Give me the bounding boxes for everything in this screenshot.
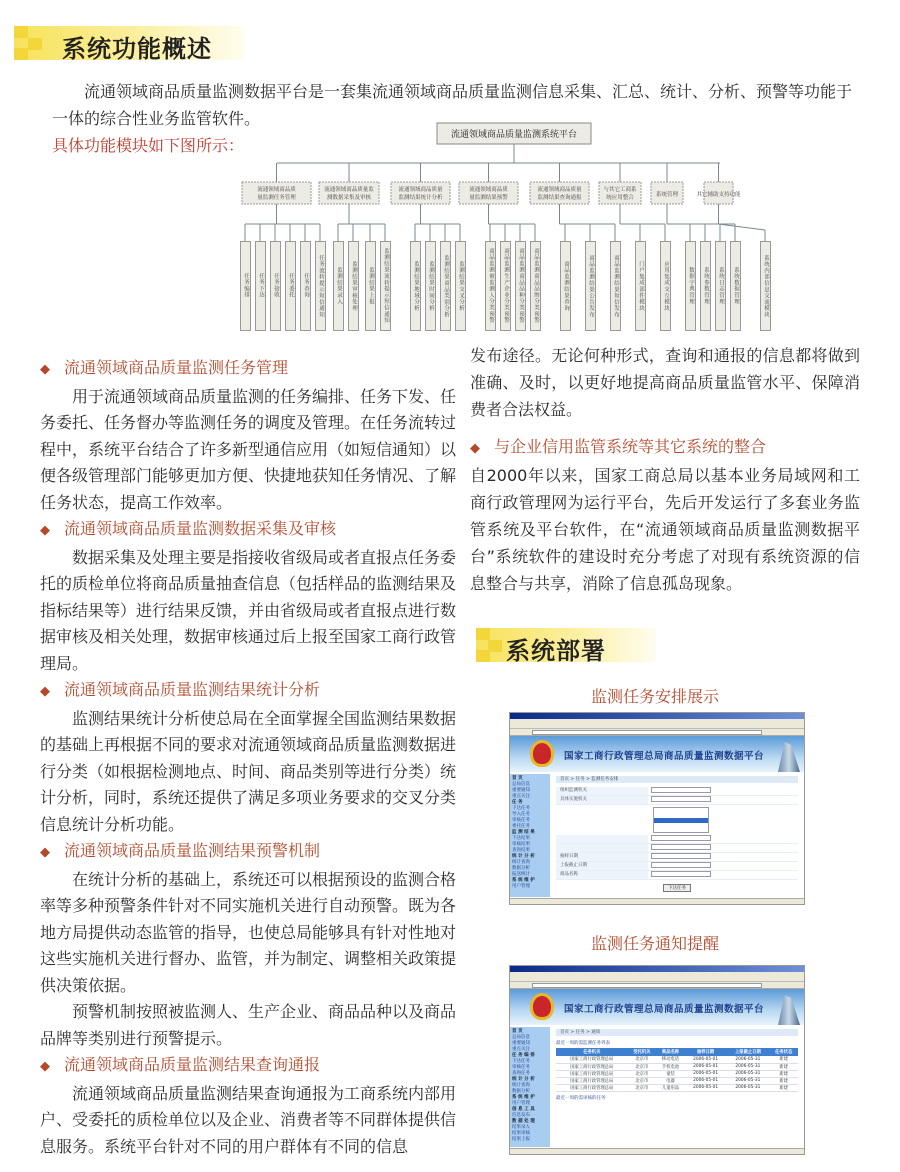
content-area [556, 1029, 798, 1101]
screenshot-task-notification [509, 965, 805, 1155]
table-cell: 北京市 [628, 1056, 657, 1063]
sidebar-item[interactable]: 重要通知 [512, 1041, 530, 1046]
sidebar-item[interactable]: 结果上报 [512, 1137, 530, 1142]
table-cell: 北京市 [628, 1084, 657, 1091]
column-header: 任务状态 [769, 1048, 798, 1056]
content-area [556, 776, 798, 892]
module-leaf-node: 监测结果上报 [365, 241, 376, 331]
footer-note[interactable]: 最近一周的需审核的任务 [556, 1095, 606, 1101]
table-cell: 新建 [769, 1084, 798, 1091]
column-header: 商品名称 [656, 1048, 685, 1056]
left-column [40, 355, 456, 1160]
section-heading [40, 677, 456, 706]
sidebar-item[interactable]: 重点关注 [512, 794, 530, 799]
table-row[interactable] [556, 1070, 798, 1077]
table-row[interactable] [556, 1063, 798, 1070]
list-title: 最近一周的需监测任务列表 [556, 1041, 610, 1046]
form-input[interactable] [651, 844, 711, 850]
diamond-bullet-icon: ◆ [40, 845, 50, 860]
module-group-label: 统应用整合 [606, 195, 634, 201]
diamond-bullet-icon: ◆ [40, 362, 50, 377]
integration-paragraph: 自2000年以来，国家工商总局以基本业务局域网和工商行政管理网为运行平台，先后开发运行了多套业务监管系统及平台软件，在“流通领域商品质量监测数据平台”系统软件的建设时充分考虑了对现有系统资源的信息整合与共享，消除了信息孤岛现象。 [470, 466, 860, 593]
intro-paragraph: 流通领域商品质量监测数据平台是一套集流通领域商品质量监测信息采集、汇总、统计、分析、预警等功能于一体的综合性业务监管软件。 [52, 82, 853, 128]
sidebar-item[interactable]: 总局信息 [512, 1035, 530, 1040]
sidebar-item[interactable]: 数据分析 [512, 866, 530, 871]
form-row [556, 844, 798, 853]
table-cell: 2006-05-01 [685, 1070, 727, 1077]
diamond-bullet-icon: ◆ [40, 523, 50, 538]
sidebar-item[interactable]: 结果录入 [512, 1125, 530, 1130]
form-label [556, 835, 648, 843]
module-group-label: 流通领域商品质 [469, 187, 508, 193]
table-row[interactable] [556, 1077, 798, 1084]
sidebar-item[interactable]: 重要通知 [512, 788, 530, 793]
sidebar-item[interactable]: 数 据 处 理 [512, 1119, 535, 1124]
table-cell: 国家工商行政管理总局 [556, 1070, 628, 1077]
form-row [556, 787, 798, 796]
module-group-label: 测数据采集及审核 [326, 195, 372, 201]
address-bar[interactable] [510, 982, 804, 989]
app-header [510, 736, 804, 772]
heading-text: 流通领域商品质量监测数据采集及审核 [64, 519, 337, 538]
column-header: 上报截止日期 [726, 1048, 769, 1056]
module-leaf-node: 任务委托 [285, 241, 296, 331]
form-input[interactable] [651, 862, 711, 868]
sidebar-item[interactable]: 查询结果 [512, 848, 530, 853]
sidebar-item[interactable]: 数据分析 [512, 1089, 530, 1094]
module-leaf-node: 监测结果流转提示短信通知 [380, 241, 391, 331]
table-cell: 2006-05-31 [726, 1056, 769, 1063]
table-row[interactable] [556, 1056, 798, 1063]
app-title: 国家工商行政管理总局商品质量监测数据平台 [564, 751, 765, 762]
heading-text: 与企业信用监管系统等其它系统的整合 [494, 437, 767, 456]
module-leaf-node: 监测结果地域分析 [410, 241, 421, 331]
sidebar-item[interactable]: 系 统 维 护 [512, 1095, 535, 1100]
form-input[interactable] [651, 853, 711, 859]
sidebar-item[interactable]: 任 务 编 排 [512, 1053, 535, 1058]
building-graphic [778, 742, 800, 772]
table-row[interactable] [556, 1084, 798, 1091]
form-label: 组织监测机关 [556, 787, 648, 795]
table-cell: 国家工商行政管理总局 [556, 1063, 628, 1070]
breadcrumb: 首页 > 任务 > 通知 [556, 1029, 798, 1036]
sidebar-item[interactable]: 查询任务 [512, 1071, 530, 1076]
section-banner-deployment [476, 628, 656, 665]
module-leaf-node: 门户集成部件模块 [635, 241, 646, 331]
sidebar-item[interactable]: 审核任务 [512, 1065, 530, 1070]
body-paragraph: 用于流通领域商品质量监测的任务编排、任务下发、任务委托、任务督办等监测任务的调度及管理。在任务流转过程中，系统平台结合了许多新型通信应用（如短信通知）以便各级管理部门能够更加方便、快捷地获知任务情况、了解任务状态，提高工作效率。 [40, 386, 457, 512]
table-cell: 移动电话 [656, 1056, 685, 1063]
module-group-label: 其它辅助支持功能 [696, 192, 741, 198]
table-cell: 童装 [656, 1070, 685, 1077]
module-leaf-node: 监测结果录入 [333, 241, 344, 331]
section-title: 系统部署 [506, 637, 606, 665]
function-module-diagram [0, 0, 900, 345]
form-label: 商品名称 [556, 871, 648, 879]
module-group-label: 流通领域商品质量监 [324, 187, 374, 193]
form-row [556, 862, 798, 871]
sidebar-item[interactable]: 报送统计 [512, 872, 530, 877]
screenshot-caption: 监测任务安排展示 [590, 687, 719, 706]
module-group-label: 流通领域商品质量 [537, 187, 582, 193]
table-cell: 国家工商行政管理总局 [556, 1056, 628, 1063]
right-column [470, 342, 860, 597]
form-input[interactable] [651, 787, 711, 793]
form-input[interactable] [651, 871, 711, 877]
table-cell: 2006-05-31 [726, 1070, 769, 1077]
form-label: 抽样日期 [556, 853, 648, 861]
module-leaf-node: 监测结果审核处理 [348, 241, 359, 331]
module-group-label: 监测结果查询通报 [537, 195, 582, 201]
section-heading [470, 433, 860, 462]
section-heading [40, 355, 456, 384]
diamond-bullet-icon: ◆ [40, 684, 50, 699]
root-label: 流通领域商品质量监测系统平台 [450, 130, 578, 140]
body-paragraph: 流通领域商品质量监测结果查询通报为工商系统内部用户、受委托的质检单位以及企业、消费者等不同群体提供信息服务。系统平台针对不同的用户群体有不同的信息 [40, 1083, 457, 1156]
table-cell: 国家工商行政管理总局 [556, 1077, 628, 1084]
body-paragraph: 在统计分析的基础上，系统还可以根据预设的监测合格率等多种预警条件针对不同实施机关进行自动预警。既为各地方局提供动态监管的指导，也使总局能够具有针对性地对这些实施机关进行督办、监管，并为制定、调整相关政策提供决策依据。 [40, 869, 457, 995]
module-leaf-node: 系统参数管理 [700, 241, 711, 331]
form-label [556, 844, 648, 852]
section-heading [40, 838, 456, 867]
module-leaf-node: 商品监测商品品种分类预警 [515, 241, 526, 331]
table-cell: 儿童用品 [656, 1084, 685, 1091]
table-cell: 2006-05-31 [726, 1077, 769, 1084]
sidebar-item[interactable]: 下达任务 [512, 806, 530, 811]
form-row [556, 853, 798, 862]
table-cell: 新建 [769, 1063, 798, 1070]
module-group-label: 流通领域商品质量 [398, 187, 443, 193]
form-label: 具体实施机关 [556, 796, 648, 804]
module-leaf-node: 任务编排 [240, 241, 251, 331]
module-leaf-node: 监测结果时间分析 [425, 241, 436, 331]
module-leaf-node: 商品监测商品品牌分类预警 [530, 241, 541, 331]
form-label: 上报截止日期 [556, 862, 648, 870]
table-cell: 2006-05-01 [685, 1063, 727, 1070]
module-leaf-node: 数据字典管理 [685, 241, 696, 331]
sidebar-item[interactable]: 结果审核 [512, 1131, 530, 1136]
submit-task-button[interactable]: 下达任务 [663, 884, 691, 892]
address-bar[interactable] [510, 729, 804, 736]
column-header: 抽样日期 [685, 1048, 727, 1056]
sidebar-item[interactable]: 用户管理 [512, 1101, 530, 1106]
heading-text: 流通领域商品质量监测结果统计分析 [64, 680, 321, 699]
module-leaf-node: 商品监测结果公告发布 [585, 241, 596, 331]
continuation-paragraph: 发布途径。无论何种形式，查询和通报的信息都将做到准确、及时，以更好地提高商品质量监管水平、保障消费者合法权益。 [470, 346, 860, 419]
section-heading [40, 516, 456, 545]
module-group-label: 量监测结果预警 [469, 195, 508, 201]
module-leaf-node: 任务下达 [255, 241, 266, 331]
body-paragraph: 监测结果统计分析使总局在全面掌握全国监测结果数据的基础上再根据不同的要求对流通领域商品质量监测数据进行分类（如根据检测地点、时间、商品类别等进行分类）统计分析，同时，系统还提供了满足多项业务要求的交叉分类信息统计分析功能。 [40, 708, 457, 834]
screenshot-task-arrangement [509, 712, 805, 905]
module-leaf-node: 系统内部信息交流模块 [760, 241, 771, 331]
sidebar-item[interactable]: 统 计 分 析 [512, 1077, 535, 1082]
module-group-label: 系统管理 [655, 192, 679, 198]
body-paragraph: 预警机制按照被监测人、生产企业、商品品种以及商品品牌等类别进行预警提示。 [40, 1002, 457, 1048]
module-leaf-node: 商品监测被监测人分类预警 [485, 241, 496, 331]
module-leaf-node: 监测结果商品类别分析 [440, 241, 451, 331]
diamond-bullet-icon: ◆ [40, 1059, 50, 1074]
breadcrumb: 首页 > 任务 > 监测任务安排 [556, 776, 798, 783]
modules-caption: 具体功能模块如下图所示： [52, 136, 245, 155]
sidebar-item[interactable]: 统计查询 [512, 1083, 530, 1088]
sidebar-item[interactable]: 监 测 结 果 [512, 830, 535, 835]
table-cell: 国家工商行政管理总局 [556, 1084, 628, 1091]
screenshot-caption: 监测任务通知提醒 [590, 934, 719, 953]
heading-text: 流通领域商品质量监测结果查询通报 [64, 1055, 321, 1074]
module-leaf-node: 商品监测生产企业分类预警 [500, 241, 511, 331]
table-cell: 2006-05-01 [685, 1077, 727, 1084]
sidebar-item[interactable]: 统计查询 [512, 860, 530, 865]
column-header: 受托机关 [628, 1048, 657, 1056]
emblem-icon [530, 740, 554, 767]
sidebar-item[interactable]: 首 页 [512, 1029, 523, 1034]
table-cell: 2006-05-31 [726, 1084, 769, 1091]
sidebar-item[interactable]: 系 统 维 护 [512, 878, 535, 883]
table-cell: 电器 [656, 1077, 685, 1084]
task-table [556, 1048, 798, 1092]
body-paragraph: 数据采集及处理主要是指接收省级局或者直报点任务委托的质检单位将商品质量抽查信息（包括样品的监测结果及指标结果等）进行结果反馈，并由省级局或者直报点进行数据审核及相关处理，数据审核通过后上报至国家工商行政管理局。 [40, 547, 457, 673]
table-cell: 北京市 [628, 1063, 657, 1070]
diamond-bullet-icon: ◆ [470, 441, 480, 456]
module-leaf-node: 系统数据管理 [730, 241, 741, 331]
app-header [510, 989, 804, 1025]
table-cell: 北京市 [628, 1070, 657, 1077]
table-cell: 新建 [769, 1070, 798, 1077]
module-group-label: 与其它工商系 [603, 187, 637, 193]
form-row [556, 871, 798, 880]
sidebar-item[interactable]: 导入任务 [512, 812, 530, 817]
sidebar-menu [510, 1027, 550, 1147]
sidebar-item[interactable]: 重点关注 [512, 1047, 530, 1052]
section-title: 系统功能概述 [62, 35, 212, 63]
table-cell: 新建 [769, 1056, 798, 1063]
table-cell: 2006-05-01 [685, 1084, 727, 1091]
sidebar-item[interactable]: 用户管理 [512, 884, 530, 889]
module-group-label: 量监测任务管理 [257, 195, 296, 201]
form-row [556, 796, 798, 805]
sidebar-item[interactable]: 统 计 分 析 [512, 854, 535, 859]
table-cell: 2006-05-01 [685, 1056, 727, 1063]
sidebar-item[interactable]: 审核结果 [512, 842, 530, 847]
heading-text: 流通领域商品质量监测任务管理 [64, 358, 289, 377]
column-header: 任务机关 [556, 1048, 628, 1056]
module-leaf-node: 商品监测结果短信发布 [610, 241, 621, 331]
module-group-label: 流通领域商品质 [257, 187, 296, 193]
form-row [556, 835, 798, 844]
table-cell: 北京市 [628, 1077, 657, 1084]
status-bar [510, 1148, 804, 1154]
building-graphic [778, 995, 800, 1025]
heading-text: 流通领域商品质量监测结果预警机制 [64, 841, 321, 860]
form-input[interactable] [651, 796, 711, 802]
module-leaf-node: 任务接收 [270, 241, 281, 331]
module-group-label: 监测结果统计分析 [398, 195, 443, 201]
module-leaf-node: 任务流转提示短信通知 [315, 241, 326, 331]
module-leaf-node: 任务查询 [300, 241, 311, 331]
status-bar [510, 898, 804, 904]
table-cell: 手机电池 [656, 1063, 685, 1070]
sidebar-item[interactable]: 委托任务 [512, 824, 530, 829]
module-leaf-node: 监测结果交叉分析 [455, 241, 466, 331]
app-title: 国家工商行政管理总局商品质量监测数据平台 [564, 1004, 765, 1015]
org-listbox[interactable] [653, 807, 709, 833]
module-leaf-node: 商品监测结果查询 [560, 241, 571, 331]
module-leaf-node: 应用集成交互模块 [660, 241, 671, 331]
sidebar-item[interactable]: 下达结果 [512, 836, 530, 841]
sidebar-menu [510, 774, 550, 897]
sidebar-item[interactable]: 信息发布 [512, 1113, 530, 1118]
section-heading [40, 1052, 456, 1081]
emblem-icon [530, 993, 554, 1020]
browser-toolbar [510, 972, 804, 982]
sidebar-item[interactable]: 审核任务 [512, 818, 530, 823]
sidebar-item[interactable]: 首 页 [512, 776, 523, 781]
sidebar-item[interactable]: 信 息 工 具 [512, 1107, 535, 1112]
browser-toolbar [510, 719, 804, 729]
sidebar-item[interactable]: 下达任务 [512, 1059, 530, 1064]
sidebar-item[interactable]: 任 务 [512, 800, 523, 805]
table-cell: 新建 [769, 1077, 798, 1084]
sidebar-item[interactable]: 总局信息 [512, 782, 530, 787]
form-input[interactable] [651, 835, 711, 841]
module-leaf-node: 系统日志管理 [715, 241, 726, 331]
table-cell: 2006-05-31 [726, 1063, 769, 1070]
